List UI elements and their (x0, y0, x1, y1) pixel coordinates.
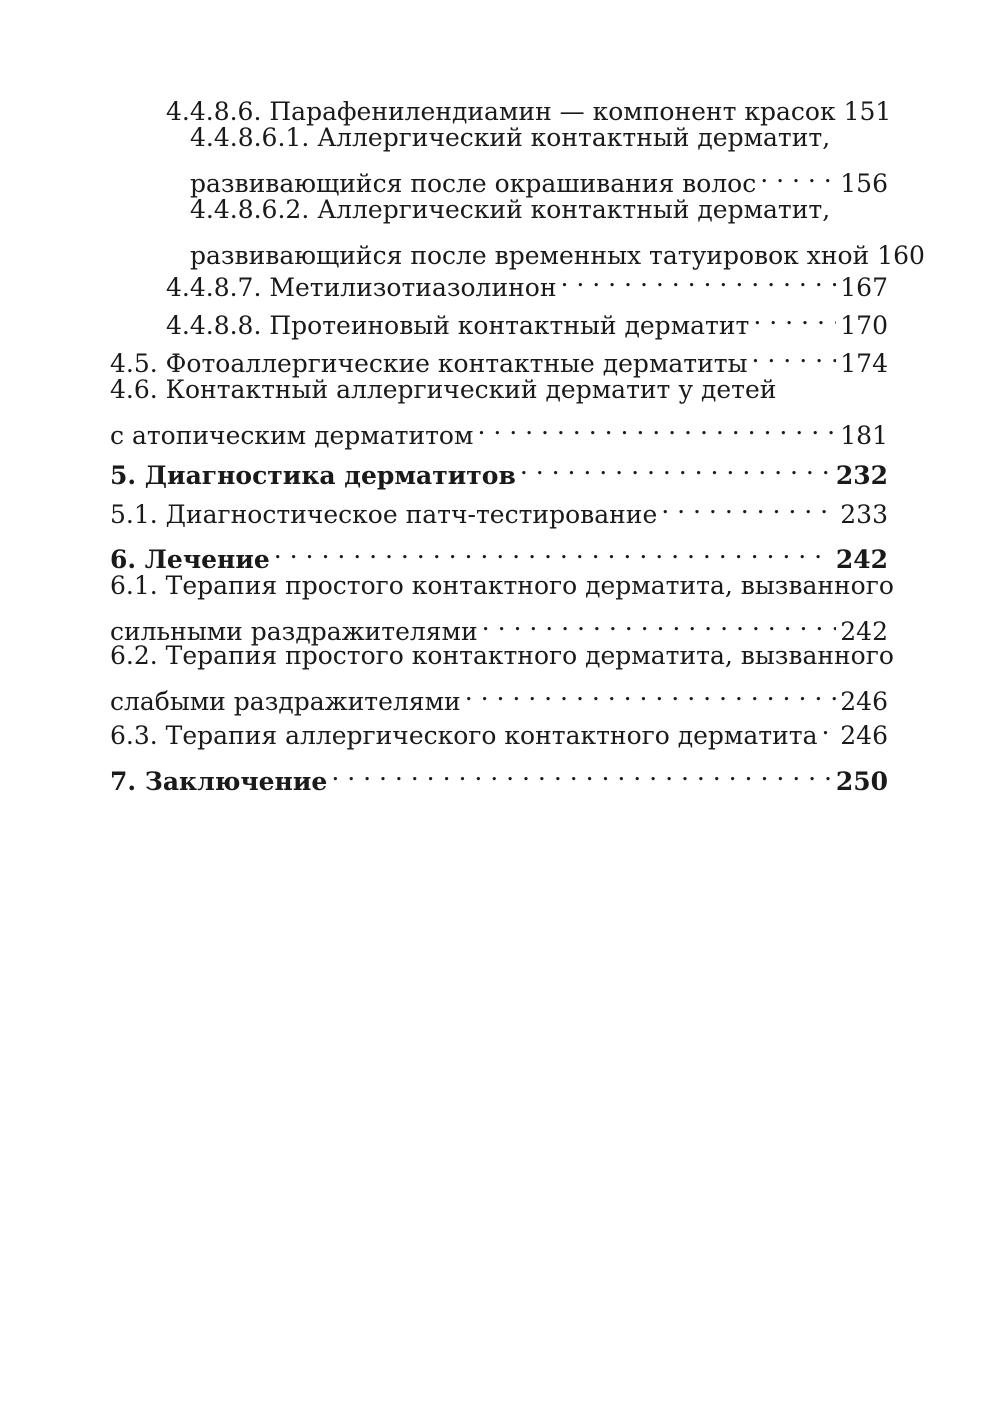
toc-entry-line (110, 532, 888, 574)
toc-entry-title-line2: с атопическим дерматитом (110, 421, 474, 450)
toc-page-number: 181 (840, 421, 888, 450)
toc-page-number: 242 (840, 617, 888, 646)
toc-entry-line (110, 754, 888, 796)
toc-entry-4-4-8-6-1 (190, 120, 888, 198)
toc-chapter-title: 7. Заключение (110, 767, 328, 796)
toc-chapter-6 (110, 532, 888, 574)
toc-entry-line (190, 228, 925, 270)
toc-entry-title: 6.3. Терапия аллергического контактного дерматита (110, 721, 818, 750)
toc-chapter-title: 5. Диагностика дерматитов (110, 461, 516, 490)
toc-entry-line (110, 604, 888, 646)
toc-entry-line (110, 336, 888, 378)
toc-page-number: 233 (840, 500, 888, 529)
toc-entry-title-line1: 4.4.8.6.1. Аллергический контактный дерматит, (190, 123, 831, 152)
toc-entry-line (166, 260, 888, 302)
toc-entry-line (110, 708, 888, 750)
toc-page-number: 246 (840, 721, 888, 750)
dot-leader (661, 487, 836, 523)
toc-page-number: 250 (835, 767, 888, 796)
toc-entry-6-2 (110, 638, 894, 716)
toc-entry-4-4-8-6 (166, 84, 892, 126)
dot-leader (465, 674, 837, 710)
toc-entry-4-5 (110, 336, 888, 378)
toc-entry-line (110, 408, 888, 450)
dot-leader (331, 754, 832, 790)
toc-entry-6-1 (110, 568, 894, 646)
toc-entry-line (166, 298, 888, 340)
toc-chapter-7 (110, 754, 888, 796)
toc-page-number: 246 (840, 687, 888, 716)
toc-page-number: 156 (840, 169, 888, 198)
toc-entry-title-line1: 6.2. Терапия простого контактного дерматита, вызванного (110, 641, 894, 670)
toc-entry-line (166, 84, 892, 126)
dot-leader (477, 408, 836, 444)
toc-entry-5-1 (110, 487, 888, 529)
dot-leader (822, 708, 837, 744)
toc-entry-title-line2: развивающийся после временных татуировок хной (190, 241, 870, 270)
toc-page-number: 174 (840, 349, 888, 378)
toc-page-number: 242 (835, 545, 888, 574)
toc-entry-title-line2: развивающийся после окрашивания волос (190, 169, 757, 198)
toc-entry-title: 4.4.8.8. Протеиновый контактный дерматит (166, 311, 750, 340)
toc-entry-4-4-8-6-2 (190, 192, 925, 270)
toc-page-number: 160 (877, 241, 925, 270)
dot-leader (560, 260, 836, 296)
toc-entry-title-line1: 6.1. Терапия простого контактного дерматита, вызванного (110, 571, 894, 600)
toc-entry-title-line2: слабыми раздражителями (110, 687, 461, 716)
dot-leader (760, 156, 836, 192)
dot-leader (274, 532, 832, 568)
toc-page-number: 167 (840, 273, 888, 302)
toc-entry-title-line2: сильными раздражителями (110, 617, 478, 646)
toc-entry-title: 4.4.8.7. Метилизотиазолинон (166, 273, 557, 302)
toc-entry-4-6 (110, 372, 888, 450)
toc-entry-title-line1: 4.6. Контактный аллергический дерматит у детей (110, 375, 777, 404)
toc-entry-4-4-8-8 (166, 298, 888, 340)
dot-leader (482, 604, 837, 640)
toc-chapter-title: 6. Лечение (110, 545, 270, 574)
toc-entry-title: 4.5. Фотоаллергические контактные дерматиты (110, 349, 748, 378)
toc-page-number: 151 (843, 97, 892, 126)
toc-entry-line (110, 674, 888, 716)
toc-entry-title: 5.1. Диагностическое патч-тестирование (110, 500, 658, 529)
toc-page-number: 232 (835, 461, 888, 490)
toc-entry-line (190, 156, 888, 198)
dot-leader (752, 336, 837, 372)
dot-leader (753, 298, 836, 334)
toc-entry-line (110, 448, 888, 490)
toc-entry-6-3 (110, 708, 888, 750)
toc-entry-title-line1: 4.4.8.6.2. Аллергический контактный дерматит, (190, 195, 831, 224)
toc-entry-line (110, 487, 888, 529)
toc-chapter-5 (110, 448, 888, 490)
toc-entry-title: 4.4.8.6. Парафенилендиамин — компонент красок (166, 97, 836, 126)
dot-leader (520, 448, 832, 484)
toc-entry-4-4-8-7 (166, 260, 888, 302)
toc-page-number: 170 (840, 311, 888, 340)
